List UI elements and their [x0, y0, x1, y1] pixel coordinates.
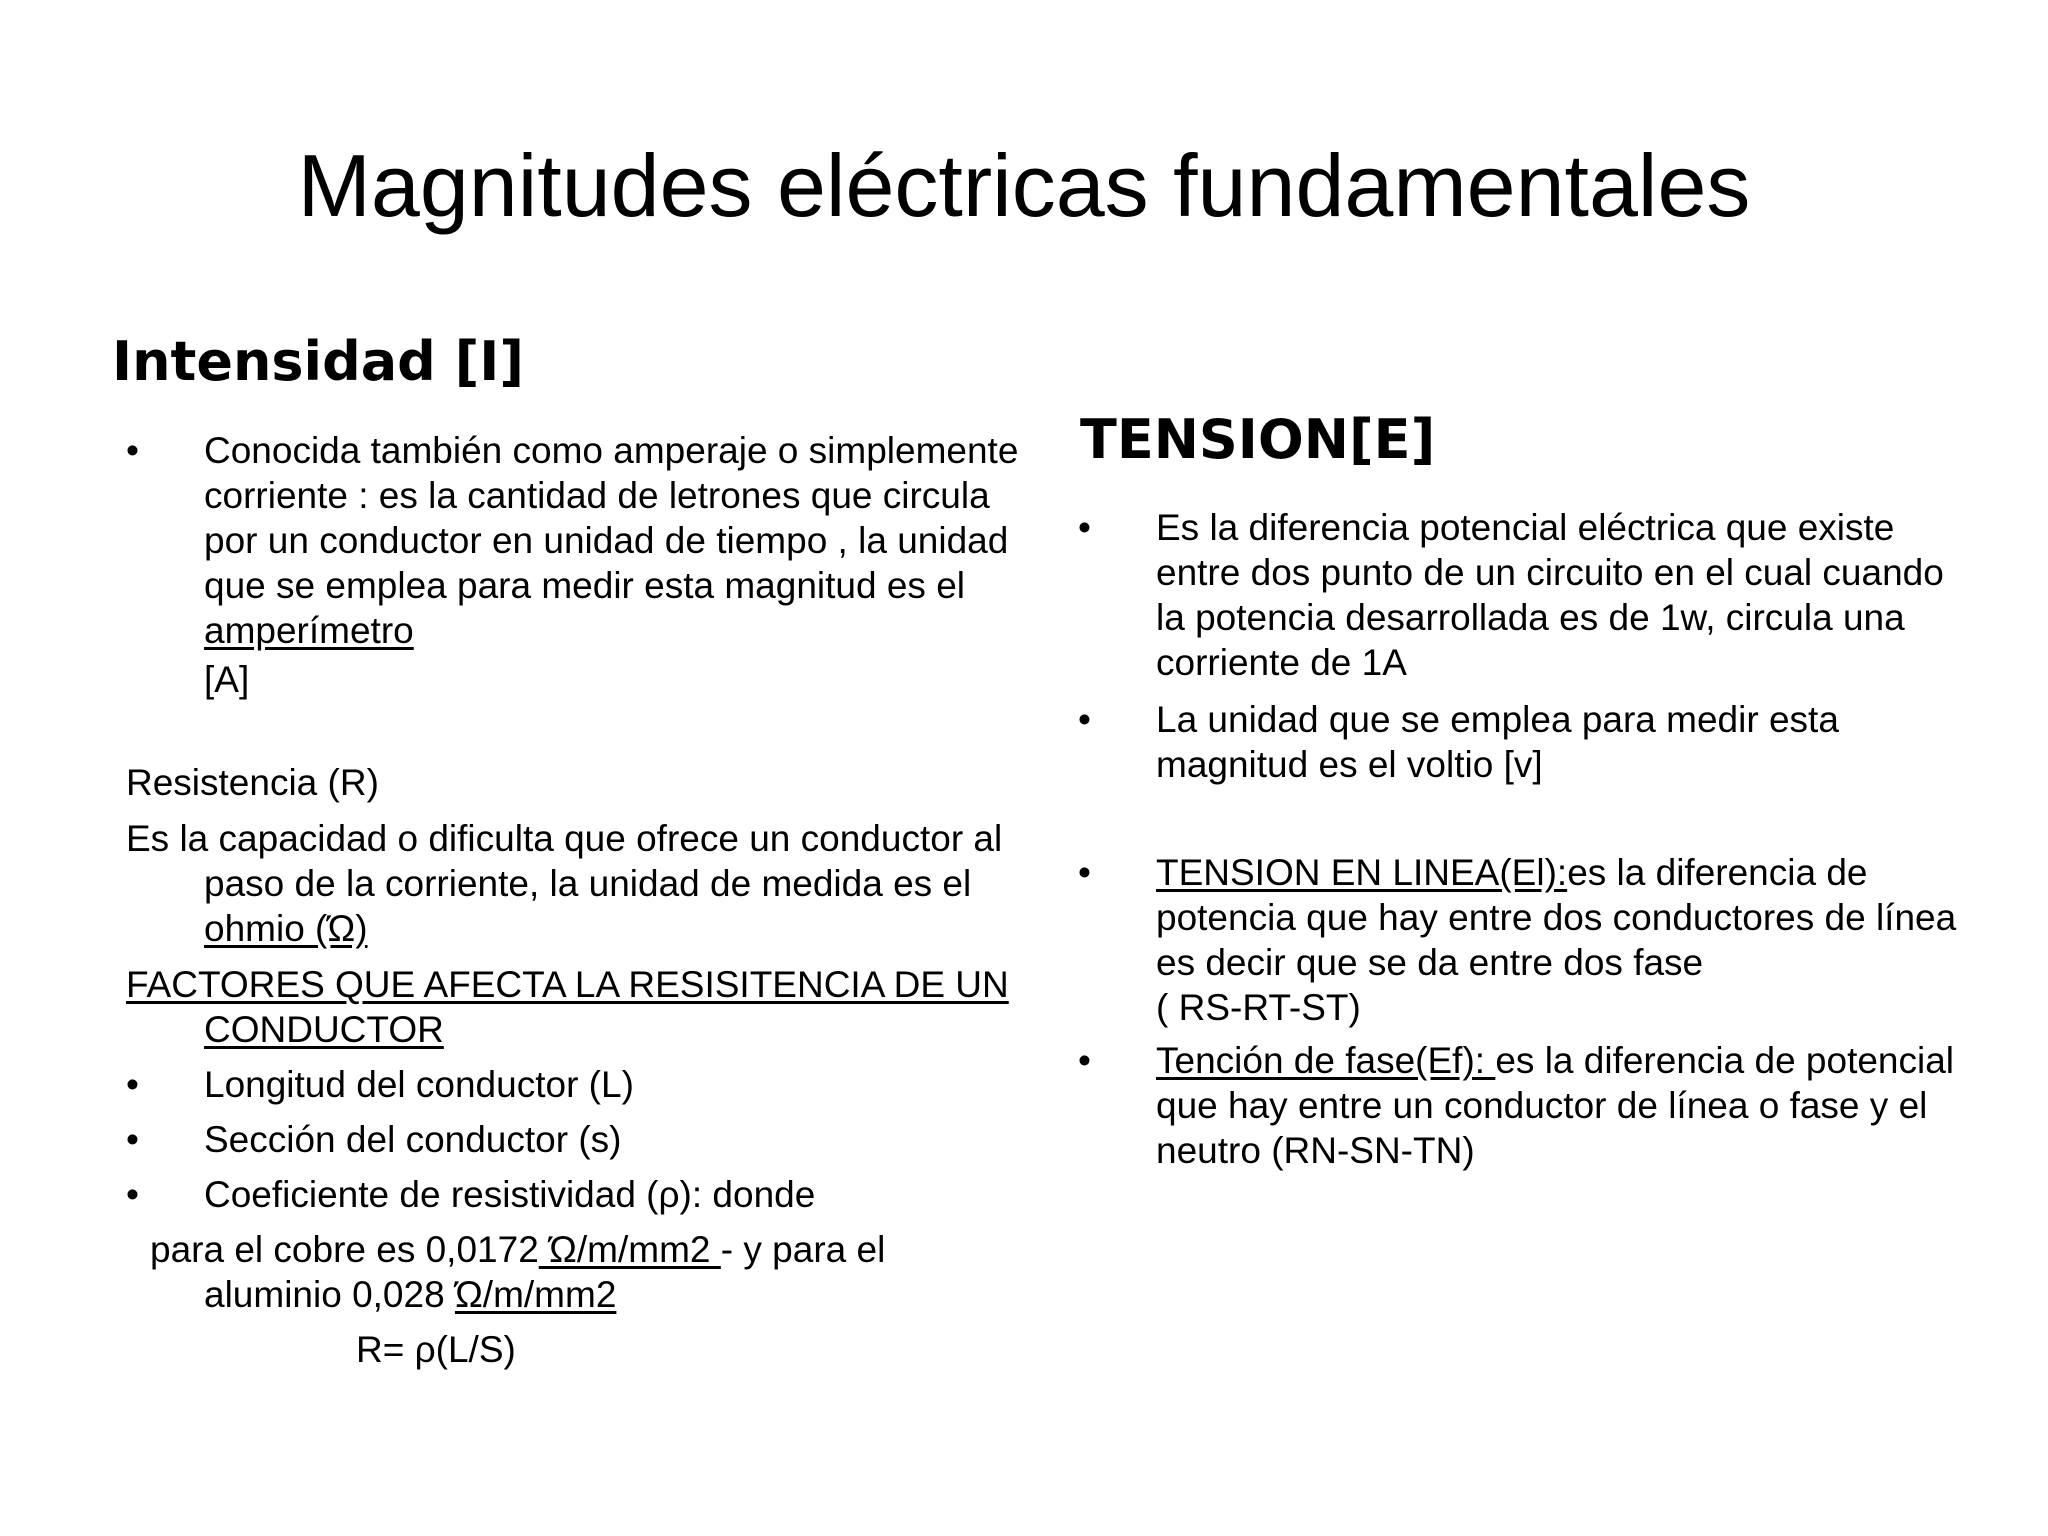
- bullet-marker: •: [126, 1064, 139, 1105]
- voltage-bullet-item: [1078, 1038, 1978, 1173]
- resistance-text: Es la capacidad o dificulta que ofrece un conductor al paso de la corriente, la unidad de medida es el: [126, 818, 1003, 904]
- factor-item: [126, 1117, 1026, 1162]
- intensity-unit: [A]: [204, 659, 250, 700]
- slide-title: Magnitudes eléctricas fundamentales: [297, 136, 1751, 235]
- voltage-bullet-item: [1078, 505, 1978, 685]
- copper-text: para el cobre es 0,0172: [150, 1229, 539, 1270]
- line-voltage-phases: ( RS-RT-ST): [1156, 987, 1361, 1028]
- phase-voltage-link: Tención de fase(Ef):: [1156, 1040, 1496, 1081]
- bullet-marker: •: [1078, 852, 1091, 893]
- factor-item: [126, 1172, 1026, 1217]
- aluminium-text: - y para el aluminio 0,028: [204, 1229, 886, 1315]
- intensity-bullet-item: [126, 428, 1026, 702]
- ammeter-link: amperímetro: [204, 610, 414, 651]
- ohm-link: ohmio (Ώ): [204, 908, 368, 949]
- aluminium-unit: Ώ/m/mm2: [454, 1274, 617, 1315]
- bullet-marker: •: [1078, 1040, 1091, 1081]
- line-voltage-text: es la diferencia de potencia que hay entre dos conductores de línea es decir que se da entre dos fase: [1156, 852, 1957, 983]
- left-column: [126, 428, 1026, 1372]
- voltage-bullet-item: [1078, 697, 1978, 787]
- factor-text: Longitud del conductor (L): [204, 1064, 634, 1105]
- factor-text: Coeficiente de resistividad (ρ): donde: [204, 1174, 816, 1215]
- bullet-marker: •: [126, 430, 139, 471]
- resistivity-values: [150, 1227, 1026, 1317]
- phase-voltage-text: es la diferencia de potencial que hay entre un conductor de línea o fase y el neutro (RN-SN-TN): [1156, 1040, 1955, 1171]
- resistance-formula: R= ρ(L/S): [356, 1329, 516, 1370]
- line-voltage-link: TENSION EN LINEA(El):: [1156, 852, 1568, 893]
- bullet-marker: •: [126, 1174, 139, 1215]
- bullet-marker: •: [126, 1119, 139, 1160]
- right-column: [1078, 505, 1978, 1173]
- copper-unit: Ώ/m/mm2: [538, 1229, 721, 1270]
- intensity-text: Conocida también como amperaje o simplemente corriente : es la cantidad de letrones que circula por un conductor en unidad de tiempo , la unidad que se emplea para medir esta magnitud es el: [204, 430, 1019, 606]
- factor-item: [126, 1062, 1026, 1107]
- bullet-marker: •: [1078, 699, 1091, 740]
- voltage-unit-text: La unidad que se emplea para medir esta magnitud es el voltio [v]: [1156, 699, 1839, 785]
- voltage-heading: TENSION[E]: [1080, 408, 1436, 471]
- intensity-heading: Intensidad [I]: [112, 330, 525, 393]
- factor-text: Sección del conductor (s): [204, 1119, 622, 1160]
- resistance-paragraph: [126, 816, 1026, 951]
- voltage-bullet-item: [1078, 850, 1978, 1030]
- voltage-definition: Es la diferencia potencial eléctrica que existe entre dos punto de un circuito en el cual cuando la potencia desarrollada es de 1w, circula una corriente de 1A: [1156, 507, 1944, 683]
- factors-heading: FACTORES QUE AFECTA LA RESISITENCIA DE UN CONDUCTOR: [126, 964, 1009, 1050]
- bullet-marker: •: [1078, 507, 1091, 548]
- resistance-title: Resistencia (R): [126, 762, 379, 803]
